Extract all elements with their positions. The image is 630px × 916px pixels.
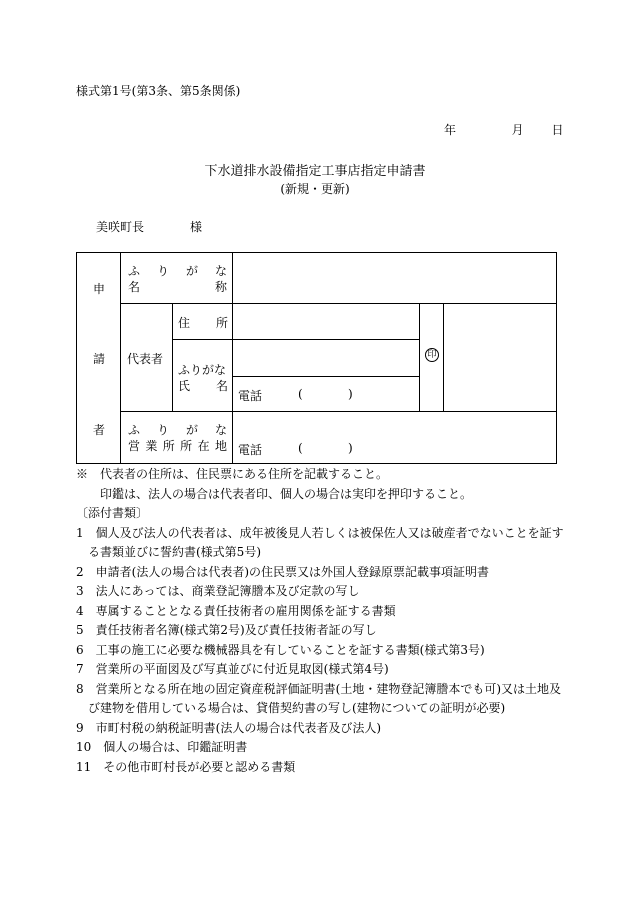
attachment-item: る書類並びに誓約書(様式第5号) — [76, 545, 261, 559]
office-phone-paren-close: ) — [348, 441, 353, 455]
phone-paren-open: ( — [298, 387, 303, 401]
table-divider — [120, 303, 557, 304]
attachment-item: 4 専属することとなる責任技術者の雇用関係を証する書類 — [76, 603, 396, 618]
office-phone-paren-open: ( — [298, 441, 303, 455]
attachment-item: 7 営業所の平面図及び写真並びに付近見取図(様式第4号) — [76, 662, 389, 676]
attachments-header: 〔添付書類〕 — [76, 506, 149, 520]
address-label: 住 所 — [178, 316, 228, 330]
table-divider — [120, 252, 121, 464]
rep-furigana-label: ふりがな — [178, 363, 227, 377]
furigana-label: ふ り が な — [128, 264, 227, 278]
date-fields — [444, 121, 564, 138]
office-address-label: 営 業 所 所 在 地 — [128, 439, 227, 453]
date-month-label: 月 — [511, 123, 524, 137]
table-border-bottom — [76, 463, 557, 464]
table-divider — [232, 252, 233, 464]
attachment-item: 8 営業所となる所在地の固定資産税評価証明書(土地・建物登記簿謄本でも可)又は土地及 — [76, 681, 562, 696]
note-address: ※ 代表者の住所は、住民票にある住所を記載すること。 — [76, 467, 389, 481]
attachment-item: 9 市町村税の納税証明書(法人の場合は代表者及び法人) — [76, 720, 382, 735]
applicant-char-1: 申 — [93, 282, 106, 296]
rep-name-label: 氏 名 — [178, 379, 228, 393]
attachment-item: 6 工事の施工に必要な機械器具を有していることを証する書類(様式第3号) — [76, 642, 485, 657]
form-number: 様式第1号(第3条、第5条関係) — [76, 84, 241, 98]
table-border-left — [76, 252, 77, 464]
date-year-label: 年 — [444, 123, 457, 137]
addressee-name: 美咲町長 — [96, 220, 145, 234]
date-day-label: 日 — [551, 123, 564, 137]
applicant-char-3: 者 — [93, 423, 106, 437]
attachment-item: 2 申請者(法人の場合は代表者)の住民票又は外国人登録原票記載事項証明書 — [76, 564, 490, 579]
table-divider — [172, 339, 419, 340]
table-border-right — [556, 252, 557, 464]
attachment-item: 3 法人にあっては、商業登記簿謄本及び定款の写し — [76, 584, 360, 598]
attachment-item: 11 その他市町村長が必要と認める書類 — [76, 759, 296, 774]
seal-mark: 印 — [425, 348, 439, 362]
applicant-char-2: 請 — [93, 352, 106, 366]
document-title: 下水道排水設備指定工事店指定申請書 — [204, 164, 426, 179]
note-seal: 印鑑は、法人の場合は代表者印、個人の場合は実印を押印すること。 — [76, 486, 473, 501]
attachment-item: び建物を借用している場合は、貸借契約書の写し(建物についての証明が必要) — [76, 701, 506, 715]
name-label: 名 称 — [128, 280, 227, 294]
document-subtitle: (新規・更新) — [280, 182, 350, 196]
notes-section — [76, 465, 564, 777]
office-furigana-label: ふ り が な — [128, 423, 227, 437]
table-divider — [120, 411, 557, 412]
attachment-item: 5 責任技術者名簿(様式第2号)及び責任技術者証の写し — [76, 623, 377, 637]
table-border-top — [76, 252, 557, 253]
addressee-suffix: 様 — [190, 220, 203, 234]
table-divider — [172, 303, 173, 412]
representative-label: 代表者 — [127, 352, 164, 366]
phone-label: 電話 — [238, 389, 263, 403]
addressee — [96, 218, 202, 235]
attachment-item: 1 個人及び法人の代表者は、成年被後見人若しくは被保佐人又は破産者でないことを証す — [76, 525, 564, 540]
table-divider — [443, 303, 444, 412]
table-divider — [419, 303, 420, 412]
phone-paren-close: ) — [348, 387, 353, 401]
table-divider — [232, 376, 419, 377]
attachment-item: 10 個人の場合は、印鑑証明書 — [76, 740, 248, 754]
office-phone-label: 電話 — [238, 443, 263, 457]
